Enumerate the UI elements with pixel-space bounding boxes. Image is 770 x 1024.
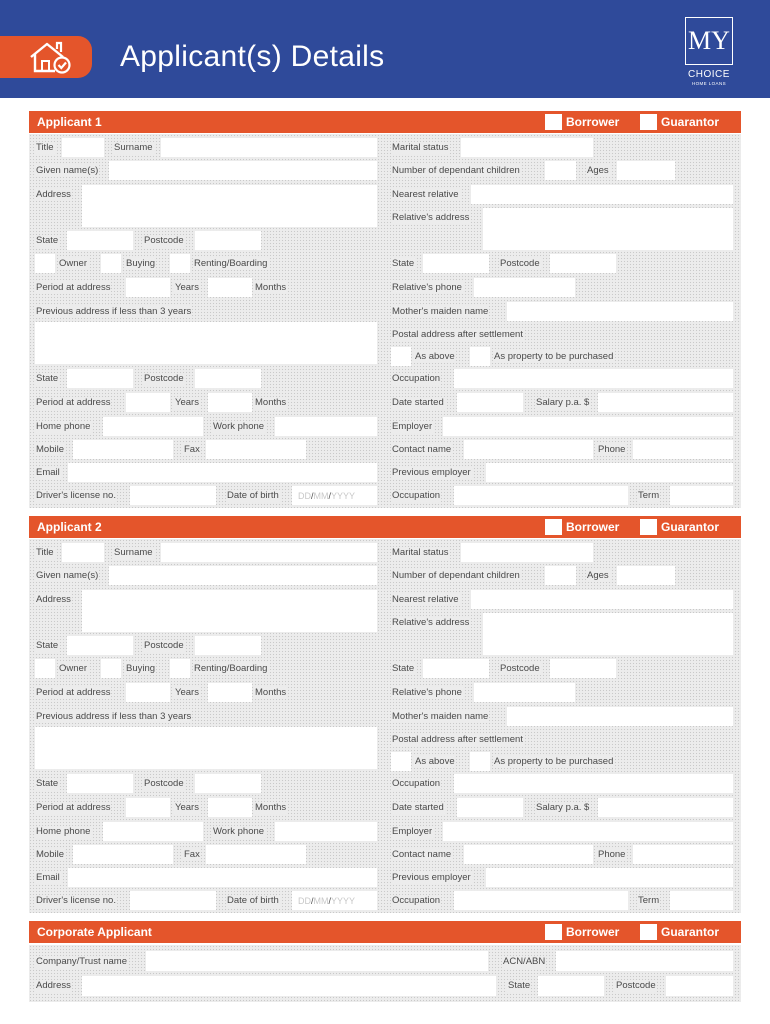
owner-checkbox[interactable] (35, 254, 55, 273)
buying-label: Buying (126, 663, 156, 674)
period-years-field[interactable] (126, 278, 170, 297)
given-names-label: Given name(s) (36, 570, 99, 581)
corporate-address-field[interactable] (82, 976, 496, 996)
dob-dd: DD (298, 491, 311, 501)
term-field[interactable] (670, 486, 733, 505)
page-header (0, 0, 770, 98)
dob-slash: / (311, 896, 314, 906)
nearest-relative-label: Nearest relative (392, 189, 459, 200)
prev-months-label: Months (255, 802, 287, 813)
drivers-license-label: Driver's license no. (36, 895, 116, 906)
logo-subtitle: HOME LOANS (691, 81, 726, 86)
previous-address-field[interactable] (35, 727, 377, 769)
as-property-label: As property to be purchased (494, 756, 614, 767)
work-phone-field[interactable] (275, 417, 377, 436)
occupation-label: Occupation (392, 373, 441, 384)
corporate-address-label: Address (36, 980, 71, 991)
relative-state-field[interactable] (423, 254, 489, 273)
fax-field[interactable] (206, 845, 306, 864)
corporate-guarantor-label: Guarantor (661, 925, 720, 939)
page-title: Applicant(s) Details (120, 40, 385, 73)
guarantor-checkbox[interactable] (640, 519, 657, 535)
prev-state-label: State (36, 778, 59, 789)
period-months-field[interactable] (208, 683, 252, 702)
phone-field[interactable] (633, 440, 733, 459)
as-above-label: As above (415, 351, 455, 362)
term-label: Term (638, 490, 660, 501)
ages-label: Ages (587, 570, 609, 581)
previous-employer-field[interactable] (486, 463, 733, 482)
guarantor-label: Guarantor (661, 115, 720, 129)
dependant-children-field[interactable] (545, 566, 576, 585)
email-label: Email (36, 872, 60, 883)
relatives-address-label: Relative's address (392, 617, 470, 628)
surname-label: Surname (114, 142, 153, 153)
prev-period-years-field[interactable] (126, 798, 170, 817)
as-property-label: As property to be purchased (494, 351, 614, 362)
relatives-phone-label: Relative's phone (392, 282, 462, 293)
owner-label: Owner (59, 258, 87, 269)
renting-label: Renting/Boarding (194, 663, 268, 674)
relatives-address-label: Relative's address (392, 212, 470, 223)
date-started-field[interactable] (457, 798, 523, 817)
marital-status-label: Marital status (392, 142, 449, 153)
salary-field[interactable] (598, 798, 733, 817)
as-above-checkbox[interactable] (391, 752, 411, 771)
corporate-guarantor-checkbox[interactable] (640, 924, 657, 940)
dob-placeholder (298, 895, 355, 907)
prev-period-months-field[interactable] (208, 798, 252, 817)
salary-label: Salary p.a. $ (536, 397, 590, 408)
years-label: Years (175, 687, 199, 698)
relatives-phone-field[interactable] (474, 278, 575, 297)
relative-postcode-label: Postcode (500, 663, 540, 674)
phone-label: Phone (598, 849, 626, 860)
months-label: Months (255, 687, 287, 698)
state-label: State (36, 235, 59, 246)
relatives-phone-label: Relative's phone (392, 687, 462, 698)
house-check-icon (26, 39, 74, 75)
relative-postcode-field[interactable] (550, 659, 616, 678)
as-property-checkbox[interactable] (470, 347, 490, 366)
dependant-children-field[interactable] (545, 161, 576, 180)
previous-address-label: Previous address if less than 3 years (36, 306, 192, 317)
contact-name-field[interactable] (464, 845, 593, 864)
prev-postcode-field[interactable] (195, 774, 261, 793)
acn-abn-label: ACN/ABN (503, 956, 546, 967)
marital-status-label: Marital status (392, 547, 449, 558)
house-tab (0, 36, 92, 78)
months-label: Months (255, 282, 287, 293)
corporate-heading: Corporate Applicant (37, 925, 152, 939)
dependant-children-label: Number of dependant children (392, 570, 520, 581)
mothers-maiden-name-label: Mother's maiden name (392, 306, 489, 317)
title-label: Title (36, 142, 54, 153)
surname-field[interactable] (161, 138, 377, 157)
relative-state-label: State (392, 258, 415, 269)
dob-slash: / (328, 896, 332, 906)
previous-address-field[interactable] (35, 322, 377, 364)
address-label: Address (36, 594, 71, 605)
ages-label: Ages (587, 165, 609, 176)
relative-postcode-field[interactable] (550, 254, 616, 273)
corporate-state-label: State (508, 980, 531, 991)
as-above-label: As above (415, 756, 455, 767)
fax-label: Fax (184, 849, 200, 860)
date-started-label: Date started (392, 802, 444, 813)
term-field[interactable] (670, 891, 733, 910)
fax-field[interactable] (206, 440, 306, 459)
contact-name-label: Contact name (392, 444, 452, 455)
state-label: State (36, 640, 59, 651)
previous-employer-label: Previous employer (392, 872, 471, 883)
work-phone-label: Work phone (213, 421, 265, 432)
borrower-label: Borrower (566, 520, 620, 534)
postcode-field[interactable] (195, 636, 261, 655)
period-label: Period at address (36, 687, 111, 698)
dob-dd: DD (298, 896, 311, 906)
nearest-relative-field[interactable] (471, 185, 733, 204)
borrower-label: Borrower (566, 115, 620, 129)
email-field[interactable] (68, 868, 377, 887)
prev-state-field[interactable] (67, 774, 133, 793)
applicant-form-panel (29, 134, 741, 508)
surname-field[interactable] (161, 543, 377, 562)
prev-period-months-field[interactable] (208, 393, 252, 412)
prev-state-label: State (36, 373, 59, 384)
occupation-label: Occupation (392, 778, 441, 789)
home-phone-field[interactable] (103, 417, 203, 436)
prev-postcode-label: Postcode (144, 778, 184, 789)
dob-yyyy: YYYY (331, 491, 356, 501)
logo-mark: MY (685, 17, 733, 65)
marital-status-field[interactable] (461, 138, 593, 157)
address-field[interactable] (82, 590, 377, 632)
email-field[interactable] (68, 463, 377, 482)
given-names-field[interactable] (109, 161, 377, 180)
dob-yyyy: YYYY (331, 896, 356, 906)
dob-mm: MM (313, 896, 329, 906)
period-label: Period at address (36, 282, 111, 293)
relative-state-field[interactable] (423, 659, 489, 678)
relatives-address-field[interactable] (483, 208, 733, 250)
company-trust-name-field[interactable] (146, 951, 488, 971)
my-choice-logo (684, 17, 734, 86)
section-heading: Applicant 2 (37, 520, 102, 534)
mothers-maiden-name-label: Mother's maiden name (392, 711, 489, 722)
drivers-license-label: Driver's license no. (36, 490, 116, 501)
ages-field[interactable] (617, 566, 675, 585)
prev-occupation-label: Occupation (392, 895, 441, 906)
home-phone-field[interactable] (103, 822, 203, 841)
home-phone-label: Home phone (36, 826, 91, 837)
dob-placeholder (298, 490, 355, 502)
period-years-field[interactable] (126, 683, 170, 702)
email-label: Email (36, 467, 60, 478)
prev-period-label: Period at address (36, 397, 111, 408)
salary-field[interactable] (598, 393, 733, 412)
phone-field[interactable] (633, 845, 733, 864)
prev-years-label: Years (175, 397, 199, 408)
dob-label: Date of birth (227, 895, 279, 906)
drivers-license-field[interactable] (130, 891, 216, 910)
corporate-postcode-label: Postcode (616, 980, 656, 991)
corporate-borrower-checkbox[interactable] (545, 924, 562, 940)
postcode-field[interactable] (195, 231, 261, 250)
mobile-label: Mobile (36, 849, 64, 860)
corporate-section-bar (29, 921, 741, 943)
applicant-form-panel (29, 539, 741, 913)
as-above-checkbox[interactable] (391, 347, 411, 366)
title-label: Title (36, 547, 54, 558)
acn-abn-field[interactable] (556, 951, 733, 971)
mobile-field[interactable] (73, 440, 173, 459)
buying-checkbox[interactable] (101, 659, 121, 678)
relatives-phone-field[interactable] (474, 683, 575, 702)
owner-checkbox[interactable] (35, 659, 55, 678)
borrower-checkbox[interactable] (545, 114, 562, 130)
mothers-maiden-name-field[interactable] (507, 707, 733, 726)
mobile-field[interactable] (73, 845, 173, 864)
dob-slash: / (311, 491, 314, 501)
prev-period-label: Period at address (36, 802, 111, 813)
applicant-section-bar (29, 111, 741, 133)
owner-label: Owner (59, 663, 87, 674)
corporate-form-panel (29, 945, 741, 1002)
prev-months-label: Months (255, 397, 287, 408)
given-names-label: Given name(s) (36, 165, 99, 176)
period-months-field[interactable] (208, 278, 252, 297)
nearest-relative-field[interactable] (471, 590, 733, 609)
postal-after-settlement-label: Postal address after settlement (392, 734, 523, 745)
employer-field[interactable] (443, 417, 733, 436)
salary-label: Salary p.a. $ (536, 802, 590, 813)
prev-occupation-label: Occupation (392, 490, 441, 501)
employer-label: Employer (392, 826, 433, 837)
buying-checkbox[interactable] (101, 254, 121, 273)
state-field[interactable] (67, 231, 133, 250)
relative-state-label: State (392, 663, 415, 674)
home-phone-label: Home phone (36, 421, 91, 432)
previous-employer-field[interactable] (486, 868, 733, 887)
previous-address-label: Previous address if less than 3 years (36, 711, 192, 722)
marital-status-field[interactable] (461, 543, 593, 562)
years-label: Years (175, 282, 199, 293)
prev-state-field[interactable] (67, 369, 133, 388)
prev-period-years-field[interactable] (126, 393, 170, 412)
phone-label: Phone (598, 444, 626, 455)
prev-occupation-field[interactable] (454, 486, 628, 505)
section-heading: Applicant 1 (37, 115, 102, 129)
renting-checkbox[interactable] (170, 254, 190, 273)
renting-label: Renting/Boarding (194, 258, 268, 269)
corporate-borrower-label: Borrower (566, 925, 620, 939)
occupation-field[interactable] (454, 774, 733, 793)
postcode-label: Postcode (144, 235, 184, 246)
title-field[interactable] (62, 138, 104, 157)
corporate-state-field[interactable] (538, 976, 604, 996)
relatives-address-field[interactable] (483, 613, 733, 655)
postcode-label: Postcode (144, 640, 184, 651)
title-field[interactable] (62, 543, 104, 562)
surname-label: Surname (114, 547, 153, 558)
as-property-checkbox[interactable] (470, 752, 490, 771)
state-field[interactable] (67, 636, 133, 655)
occupation-field[interactable] (454, 369, 733, 388)
work-phone-field[interactable] (275, 822, 377, 841)
given-names-field[interactable] (109, 566, 377, 585)
ages-field[interactable] (617, 161, 675, 180)
applicant-section-bar (29, 516, 741, 538)
dob-mm: MM (313, 491, 329, 501)
postal-after-settlement-label: Postal address after settlement (392, 329, 523, 340)
mothers-maiden-name-field[interactable] (507, 302, 733, 321)
drivers-license-field[interactable] (130, 486, 216, 505)
guarantor-checkbox[interactable] (640, 114, 657, 130)
nearest-relative-label: Nearest relative (392, 594, 459, 605)
contact-name-label: Contact name (392, 849, 452, 860)
corporate-postcode-field[interactable] (666, 976, 733, 996)
contact-name-field[interactable] (464, 440, 593, 459)
address-field[interactable] (82, 185, 377, 227)
dob-slash: / (328, 491, 332, 501)
employer-label: Employer (392, 421, 433, 432)
fax-label: Fax (184, 444, 200, 455)
previous-employer-label: Previous employer (392, 467, 471, 478)
dependant-children-label: Number of dependant children (392, 165, 520, 176)
relative-postcode-label: Postcode (500, 258, 540, 269)
renting-checkbox[interactable] (170, 659, 190, 678)
buying-label: Buying (126, 258, 156, 269)
prev-occupation-field[interactable] (454, 891, 628, 910)
employer-field[interactable] (443, 822, 733, 841)
prev-postcode-field[interactable] (195, 369, 261, 388)
work-phone-label: Work phone (213, 826, 265, 837)
borrower-checkbox[interactable] (545, 519, 562, 535)
term-label: Term (638, 895, 660, 906)
date-started-label: Date started (392, 397, 444, 408)
guarantor-label: Guarantor (661, 520, 720, 534)
company-trust-name-label: Company/Trust name (36, 956, 127, 967)
address-label: Address (36, 189, 71, 200)
prev-postcode-label: Postcode (144, 373, 184, 384)
date-started-field[interactable] (457, 393, 523, 412)
logo-word: CHOICE (688, 69, 730, 80)
dob-label: Date of birth (227, 490, 279, 501)
mobile-label: Mobile (36, 444, 64, 455)
prev-years-label: Years (175, 802, 199, 813)
